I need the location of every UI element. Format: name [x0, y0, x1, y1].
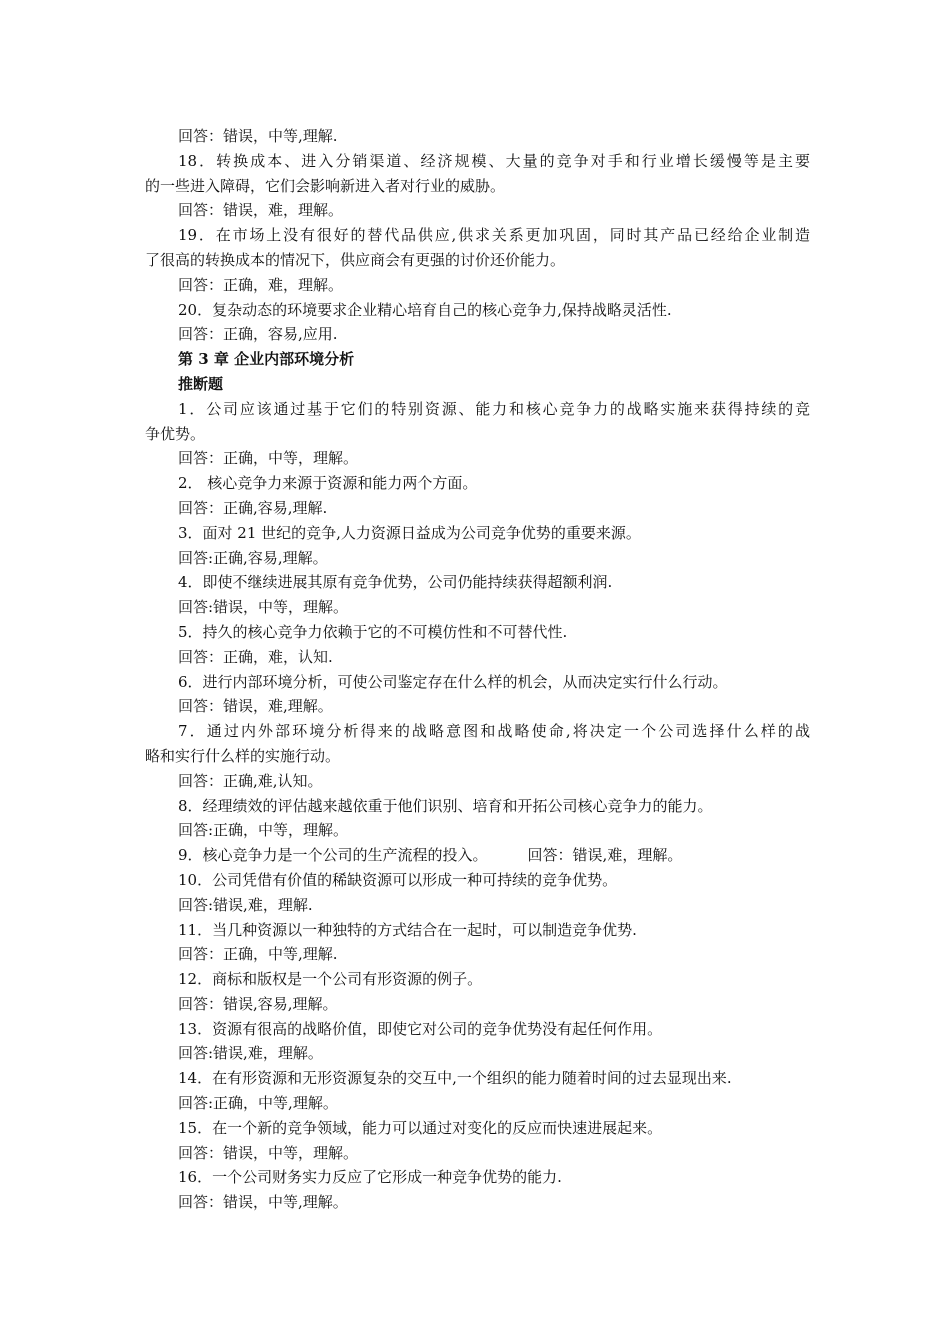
answer-line [145, 992, 810, 1017]
question-line [145, 1116, 810, 1141]
question-line [145, 670, 810, 695]
line-text: 回答:错误，中等，理解。 [178, 598, 349, 617]
inline-answer-text: 回答：错误,难，理解。 [527, 846, 683, 865]
question-line [145, 174, 810, 199]
answer-line [145, 198, 810, 223]
line-text: 15．在一个新的竞争领域，能力可以通过对变化的反应而快速进展起来。 [178, 1118, 663, 1137]
question-line [145, 422, 810, 447]
question-line [145, 794, 810, 819]
line-text: 回答：正确，容易,应用. [178, 325, 338, 344]
question-line [145, 1165, 810, 1190]
answer-line [145, 893, 810, 918]
line-text: 略和实行什么样的实施行动。 [145, 746, 341, 765]
line-text: 回答：正确,难,认知。 [178, 771, 323, 790]
answer-line [145, 769, 810, 794]
question-line [145, 620, 810, 645]
answer-line [145, 446, 810, 471]
answer-line [145, 1091, 810, 1116]
line-text: 回答:错误,难，理解。 [178, 1044, 323, 1063]
question-line [145, 298, 810, 323]
line-text: 19．在市场上没有很好的替代品供应,供求关系更加巩固，同时其产品已经给企业制造 [178, 226, 810, 245]
answer-line [145, 694, 810, 719]
line-text: 回答:正确，中等,理解。 [178, 1094, 338, 1113]
line-text: 6．进行内部环境分析，可使公司鉴定存在什么样的机会，从而决定实行什么行动。 [178, 672, 728, 691]
answer-line [145, 1041, 810, 1066]
line-text: 回答:错误,难，理解. [178, 895, 313, 914]
line-text: 2． 核心竞争力来源于资源和能力两个方面。 [178, 474, 478, 493]
line-text: 3．面对 21 世纪的竞争,人力资源日益成为公司竞争优势的重要来源。 [178, 523, 641, 542]
question-line [145, 570, 810, 595]
answer-line [145, 645, 810, 670]
line-text: 18．转换成本、进入分销渠道、经济规模、大量的竞争对手和行业增长缓慢等是主要 [178, 151, 810, 170]
line-text: 13．资源有很高的战略价值，即使它对公司的竞争优势没有起任何作用。 [178, 1019, 663, 1038]
line-text: 1．公司应该通过基于它们的特别资源、能力和核心竞争力的战略实施来获得持续的竞 [178, 399, 810, 418]
line-text: 回答:正确，中等，理解。 [178, 821, 349, 840]
line-text: 11．当几种资源以一种独特的方式结合在一起时，可以制造竞争优势. [178, 920, 637, 939]
question-line [145, 719, 810, 744]
line-text: 5．持久的核心竞争力依赖于它的不可模仿性和不可替代性. [178, 622, 568, 641]
line-text: 回答：正确，中等,理解. [178, 945, 338, 964]
line-text: 4．即使不继续进展其原有竞争优势，公司仍能持续获得超额利润. [178, 573, 613, 592]
answer-line [145, 496, 810, 521]
line-text: 20．复杂动态的环境要求企业精心培育自己的核心竞争力,保持战略灵活性. [178, 300, 672, 319]
section-heading [145, 372, 810, 397]
line-text: 回答：错误，中等,理解. [178, 127, 338, 145]
answer-line [145, 322, 810, 347]
line-text: 回答：正确,容易,理解. [178, 498, 328, 517]
question-line [145, 149, 810, 174]
line-text: 回答：错误，难，理解。 [178, 201, 344, 220]
document-body [145, 124, 810, 1215]
question-line [145, 868, 810, 893]
line-text: 8．经理绩效的评估越来越依重于他们识别、培育和开拓公司核心竞争力的能力。 [178, 796, 713, 815]
question-line [145, 967, 810, 992]
line-text: 9．核心竞争力是一个公司的生产流程的投入。 [178, 846, 488, 865]
line-text: 10．公司凭借有价值的稀缺资源可以形成一种可持续的竞争优势。 [178, 870, 618, 889]
question-line [145, 248, 810, 273]
line-text: 12．商标和版权是一个公司有形资源的例子。 [178, 970, 483, 989]
answer-line [145, 124, 810, 149]
answer-line [145, 818, 810, 843]
question-line [145, 744, 810, 769]
line-text: 回答：错误,容易,理解。 [178, 994, 338, 1013]
question-line [145, 397, 810, 422]
question-line [145, 471, 810, 496]
chapter-heading [145, 347, 810, 372]
question-line [145, 843, 810, 868]
line-text: 回答：错误，中等，理解。 [178, 1143, 359, 1162]
question-line [145, 521, 810, 546]
line-text: 回答：正确，难，认知. [178, 647, 333, 666]
answer-line [145, 1190, 810, 1215]
line-text: 7．通过内外部环境分析得来的战略意图和战略使命,将决定一个公司选择什么样的战 [178, 722, 810, 741]
line-text: 了很高的转换成本的情况下，供应商会有更强的讨价还价能力。 [145, 250, 566, 269]
line-text: 推断题 [178, 374, 224, 393]
answer-line [145, 273, 810, 298]
line-text: 回答:正确,容易,理解。 [178, 548, 328, 567]
line-text: 争优势。 [145, 424, 206, 443]
line-text: 14．在有形资源和无形资源复杂的交互中,一个组织的能力随着时间的过去显现出来. [178, 1069, 732, 1088]
answer-line [145, 546, 810, 571]
line-text: 第 3 章 企业内部环境分析 [178, 350, 355, 369]
answer-line [145, 595, 810, 620]
question-line [145, 918, 810, 943]
line-text: 的一些进入障碍，它们会影响新进入者对行业的威胁。 [145, 176, 506, 195]
line-text: 回答：正确，中等，理解。 [178, 449, 359, 468]
line-text: 回答：错误，难,理解。 [178, 697, 333, 716]
line-text: 16．一个公司财务实力反应了它形成一种竞争优势的能力. [178, 1168, 562, 1187]
answer-line [145, 1141, 810, 1166]
line-text: 回答：正确，难，理解。 [178, 275, 344, 294]
question-line [145, 1017, 810, 1042]
question-line [145, 1066, 810, 1091]
line-text: 回答：错误，中等,理解。 [178, 1193, 348, 1212]
answer-line [145, 942, 810, 967]
question-line [145, 223, 810, 248]
